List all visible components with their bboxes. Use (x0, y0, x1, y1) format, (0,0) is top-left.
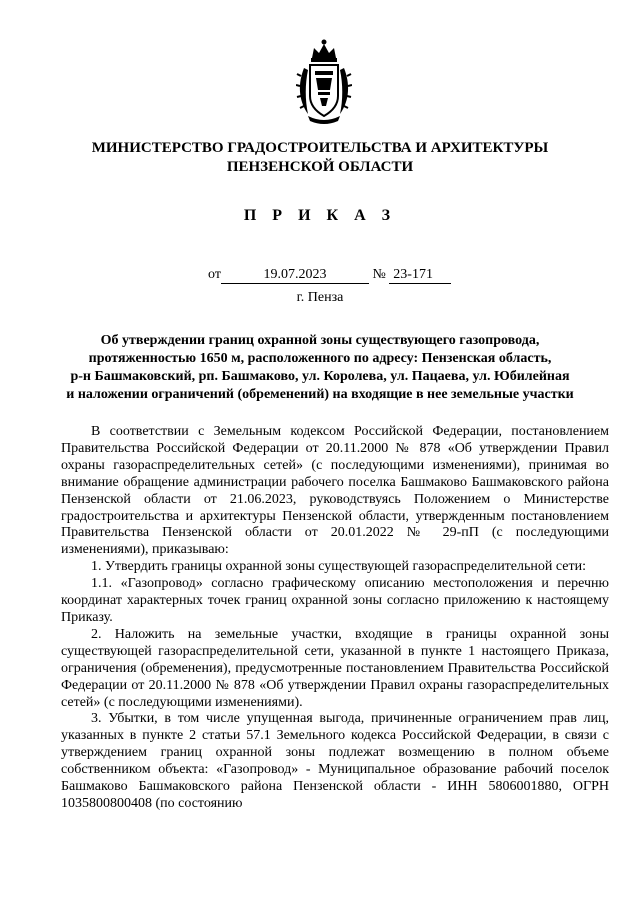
clause-1: 1. Утвердить границы охранной зоны существующей газораспределительной сети: (91, 559, 586, 575)
subject-line-4: и наложении ограничений (обременений) на входящие в нее земельные участки (66, 387, 574, 402)
number-prefix: № (372, 267, 386, 282)
subject-line-2: протяженностью 1650 м, расположенного по адресу: Пензенская область, (88, 351, 552, 366)
clause-3: 3. Убытки, в том числе упущенная выгода, причиненные ограничением прав лиц, указанных в пункте 2 статьи 57.1 Земельного кодекса Российской Федерации, в связи с утверждением границ охранной зоны подлежат возмещению в полном объеме собственником объекта: «Газопровод» - Муниципальное образование рабочий поселок Башмаково Башмаковского района Пензенской области - ИНН 5806001880, ОГРН 1035800800408 (по состоянию (61, 711, 609, 811)
order-subject (0, 332, 640, 404)
subject-line-3: р-н Башмаковский, рп. Башмаково, ул. Королева, ул. Пацаева, ул. Юбилейная (70, 369, 570, 384)
ministry-name-line-2: ПЕНЗЕНСКОЙ ОБЛАСТИ (226, 159, 414, 175)
order-date-number-line (208, 266, 451, 284)
penza-region-coat-of-arms-icon (296, 38, 352, 124)
clause-2: 2. Наложить на земельные участки, входящие в границы охранной зоны существующей газораспределительной сети, указанной в пункте 1 настоящего Приказа, ограничения (обременения), предусмотренные постановлением Правительства Российской Федерации от 20.11.2000 № 878 «Об утверждении Правил охраны газораспределительных сетей» (с последующими изменениями). (61, 626, 609, 710)
order-number: 23-171 (389, 267, 451, 284)
subject-line-1: Об утверждении границ охранной зоны существующего газопровода, (100, 333, 540, 348)
date-prefix: от (208, 267, 221, 282)
order-date: 19.07.2023 (221, 267, 369, 284)
city: г. Пенза (296, 290, 344, 305)
order-body (61, 424, 609, 813)
preamble-paragraph: В соответствии с Земельным кодексом Российской Федерации, постановлением Правительства Российской Федерации от 20.11.2000 № 878 «Об утверждении Правил охраны газораспределительных сетей» (с последующими изменениями), принимая во внимание обращение администрации рабочего поселка Башмаково Башмаковского района Пензенской области от 21.06.2023, руководствуясь Положением о Министерстве градостроительства и архитектуры Пензенской области, утвержденным постановлением Правительства Пензенской области от 20.01.2022 № 29-пП (с последующими изменениями), приказываю: (61, 424, 609, 558)
order-title: П Р И К А З (243, 207, 397, 224)
ministry-name-line-1: МИНИСТЕРСТВО ГРАДОСТРОИТЕЛЬСТВА И АРХИТЕКТУРЫ (91, 140, 549, 156)
ministry-name (0, 139, 640, 177)
clause-1-1: 1.1. «Газопровод» согласно графическому описанию местоположения и перечню координат характерных точек границ охранной зоны согласно приложению к настоящему Приказу. (61, 576, 609, 625)
